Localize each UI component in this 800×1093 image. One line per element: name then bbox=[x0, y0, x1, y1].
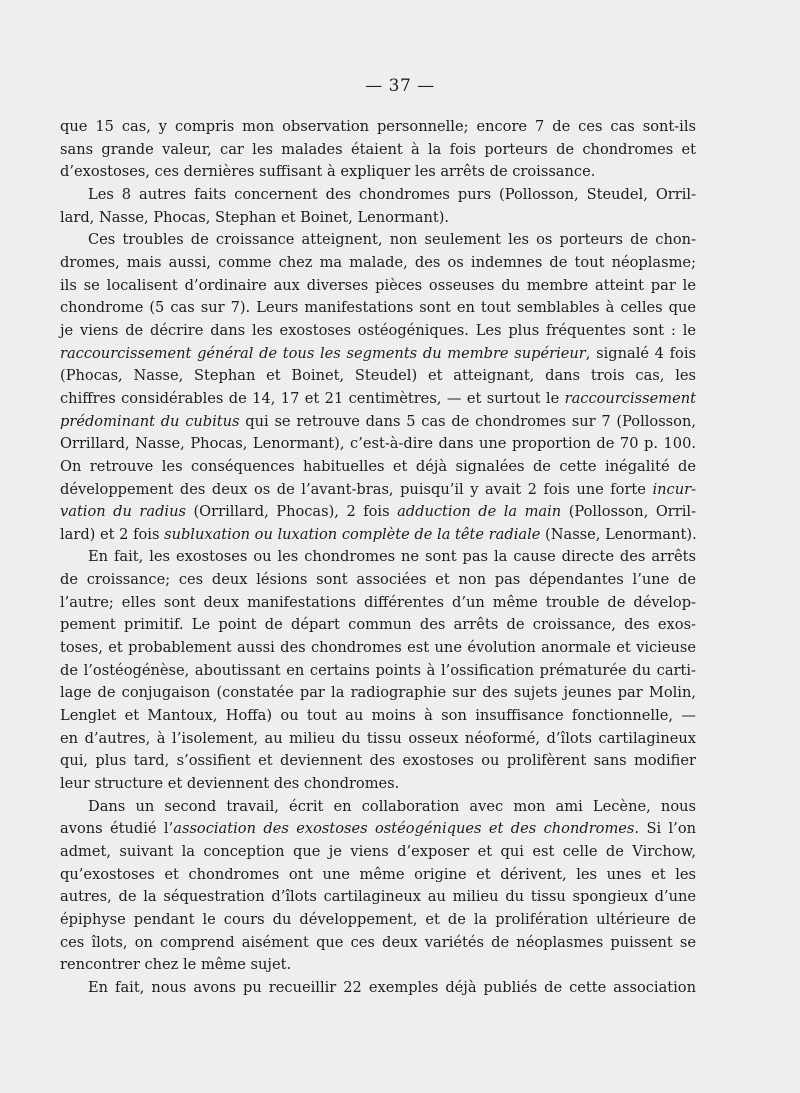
text-line: En fait, nous avons pu recueillir 22 exemples déjà publiés de cette association bbox=[88, 978, 696, 996]
text-line: avons étudié l’association des exostoses ostéogéniques et des chondromes. Si l’on bbox=[60, 820, 697, 838]
text-line: En fait, les exostoses ou les chondromes ne sont pas la cause directe des arrêts bbox=[88, 548, 696, 566]
text-line: en d’autres, à l’isolement, au milieu du tissu osseux néoformé, d’îlots cartilagineux bbox=[60, 729, 696, 747]
text-line: prédominant du cubitus qui se retrouve dans 5 cas de chondromes sur 7 (Pollosson, bbox=[60, 412, 696, 430]
text-line: lard) et 2 fois subluxation ou luxation complète de la tête radiale (Nasse, Lenormant). bbox=[60, 525, 697, 543]
text-line: l’autre; elles sont deux manifestations différentes d’un même trouble de dévelop- bbox=[60, 593, 696, 611]
text-line: dromes, mais aussi, comme chez ma malade, des os indemnes de tout néoplasme; bbox=[60, 253, 696, 271]
text-line: vation du radius (Orrillard, Phocas), 2 fois adduction de la main (Pollosson, Orril- bbox=[60, 503, 697, 521]
text-line: toses, et probablement aussi des chondromes est une évolution anormale et vicieuse bbox=[60, 639, 696, 657]
text-line: qu’exostoses et chondromes ont une même origine et dérivent, les unes et les bbox=[60, 865, 696, 883]
text-line: Ces troubles de croissance atteignent, non seulement les os porteurs de chon- bbox=[88, 231, 696, 249]
text-line: épiphyse pendant le cours du développement, et de la prolifération ultérieure de bbox=[60, 910, 696, 928]
text-line: ils se localisent d’ordinaire aux diverses pièces osseuses du membre atteint par le bbox=[60, 276, 696, 294]
text-line: autres, de la séquestration d’îlots cartilagineux au milieu du tissu spongieux d’une bbox=[60, 888, 696, 906]
page-number: — 37 — bbox=[365, 76, 435, 96]
text-line: développement des deux os de l’avant-bras, puisqu’il y avait 2 fois une forte incur- bbox=[60, 480, 696, 498]
text-line: pement primitif. Le point de départ commun des arrêts de croissance, des exos- bbox=[60, 616, 696, 634]
text-line: rencontrer chez le même sujet. bbox=[60, 956, 292, 974]
text-line: admet, suivant la conception que je viens d’exposer et qui est celle de Virchow, bbox=[60, 843, 696, 860]
text-line: lage de conjugaison (constatée par la radiographie sur des sujets jeunes par Molin, bbox=[60, 684, 696, 702]
text-line: (Phocas, Nasse, Stephan et Boinet, Steudel) et atteignant, dans trois cas, les bbox=[60, 367, 696, 385]
text-line: Les 8 autres faits concernent des chondromes purs (Pollosson, Steudel, Orril- bbox=[88, 185, 696, 203]
text-line: Dans un second travail, écrit en collaboration avec mon ami Lecène, nous bbox=[88, 797, 696, 815]
text-line: On retrouve les conséquences habituelles et déjà signalées de cette inégalité de bbox=[60, 457, 696, 475]
text-line: raccourcissement général de tous les segments du membre supérieur, signalé 4 fois bbox=[60, 344, 696, 362]
text-line: leur structure et deviennent des chondromes. bbox=[60, 775, 400, 793]
text-line: chondrome (5 cas sur 7). Leurs manifestations sont en tout semblables à celles que bbox=[60, 299, 696, 317]
text-line: chiffres considérables de 14, 17 et 21 centimètres, — et surtout le raccourcissement bbox=[60, 389, 696, 407]
text-line: Orrillard, Nasse, Phocas, Lenormant), c’est-à-dire dans une proportion de 70 p. 100. bbox=[60, 435, 696, 453]
body-text bbox=[60, 116, 696, 1000]
text-line: ces îlots, on comprend aisément que ces deux variétés de néoplasmes puissent se bbox=[60, 933, 696, 951]
text-line: sans grande valeur, car les malades étaient à la fois porteurs de chondromes et bbox=[60, 140, 696, 158]
text-line: de l’ostéogénèse, aboutissant en certains points à l’ossification prématurée du carti- bbox=[60, 661, 696, 679]
text-line: qui, plus tard, s’ossifient et deviennent des exostoses ou prolifèrent sans modifier bbox=[60, 752, 696, 770]
text-line: Lenglet et Mantoux, Hoffa) ou tout au moins à son insuffisance fonctionnelle, — bbox=[60, 707, 696, 725]
text-line: lard, Nasse, Phocas, Stephan et Boinet, Lenormant). bbox=[60, 208, 450, 226]
text-line: d’exostoses, ces dernières suffisant à expliquer les arrêts de croissance. bbox=[60, 163, 596, 181]
text-line: que 15 cas, y compris mon observation personnelle; encore 7 de ces cas sont-ils bbox=[60, 118, 696, 135]
text-line: je viens de décrire dans les exostoses ostéogéniques. Les plus fréquentes sont : le bbox=[60, 321, 696, 339]
text-line: de croissance; ces deux lésions sont associées et non pas dépendantes l’une de bbox=[60, 571, 696, 589]
